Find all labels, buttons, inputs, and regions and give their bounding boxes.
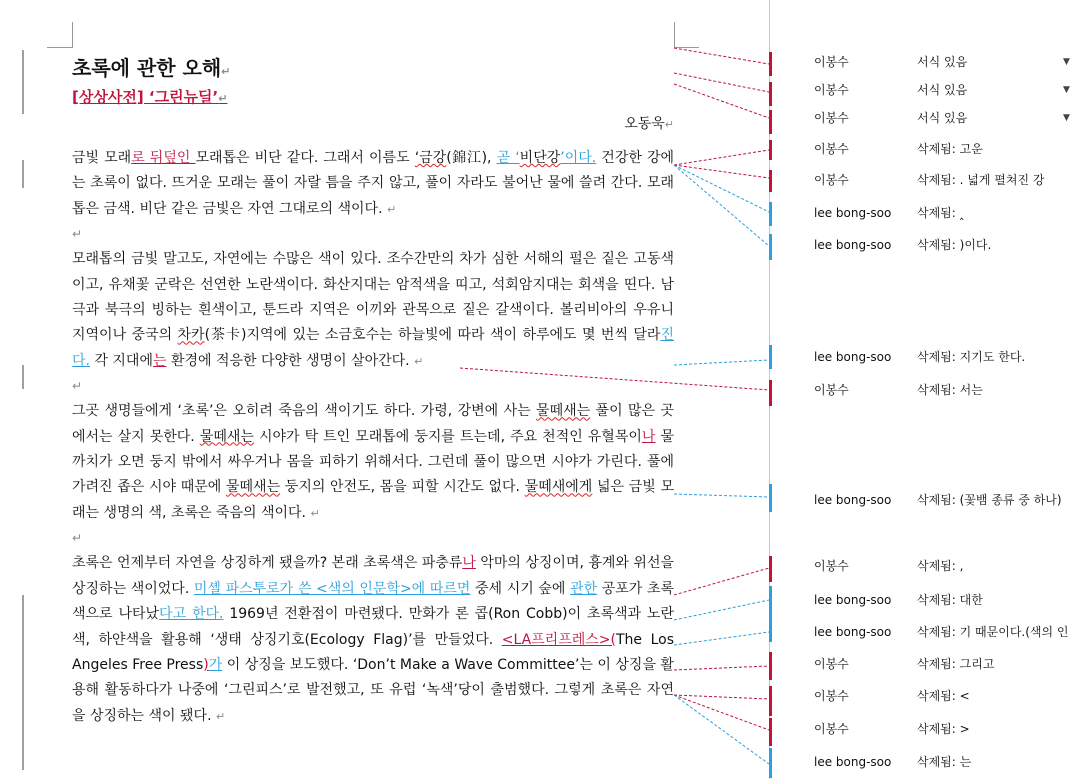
comment-text: 삭제됨: )이다.: [917, 238, 992, 252]
comment-author: 이봉수: [814, 55, 849, 69]
text-run: 초록은 언제부터 자연을 상징하게 됐을까? 본래 초록색은 파충류: [72, 555, 463, 572]
tracked-insertion: 는: [152, 352, 167, 369]
spelling-flagged-text[interactable]: 물떼새는: [536, 403, 591, 420]
comment-connector-line: [674, 695, 769, 764]
spelling-flagged-text[interactable]: 물떼새에게: [524, 479, 593, 496]
comment-text: 삭제됨: 대한: [917, 593, 983, 607]
comment-author: 이봉수: [814, 657, 849, 671]
author-line: 오동욱↵: [624, 116, 674, 132]
comment-author: 이봉수: [814, 111, 849, 125]
text-run: 공포가 초록색으로 나타났: [72, 580, 674, 623]
comment-text: 삭제됨: 는: [917, 755, 972, 769]
text-run: (錦江),: [446, 150, 497, 166]
tracked-insertion: 관한: [570, 580, 598, 597]
text-run: 1969년 전환점이 마련됐다. 만화가 론 콥(Ron Cobb)이 초록색과 노란색, 하얀색을 활용해 ‘생태 상징기호(Ecology Flag)’를 만들었다.: [72, 606, 674, 648]
comment-connector-line: [674, 568, 769, 595]
comment-author: 이봉수: [814, 689, 849, 703]
comment-author: 이봉수: [814, 173, 849, 187]
text-run: 넓은 금빛 모래는 생명의 색, 초록은 죽음의 색이다.: [72, 479, 674, 521]
tracked-insertion: 진다.: [72, 327, 674, 369]
comment-author: 이봉수: [814, 83, 849, 97]
comment-author: lee bong-soo: [814, 625, 892, 639]
comment-author: 이봉수: [814, 559, 849, 573]
comment-connector-line: [674, 666, 769, 670]
paragraph-mark-icon: ↵: [215, 709, 226, 723]
comment-connector-line: [674, 494, 769, 497]
spelling-flagged-text[interactable]: ‘금강: [414, 150, 447, 166]
paragraph-mark-icon: ↵: [310, 506, 320, 520]
comment-text: 삭제됨: 서는: [917, 383, 983, 397]
comment-text: 서식 있음: [917, 83, 968, 97]
comment-author: lee bong-soo: [814, 350, 892, 364]
text-run: 시야가 탁 트인 모래톱에 둥지를 트는데, 주요 천적인 유혈목이: [253, 428, 642, 445]
text-run: The Los Angeles Free Press: [72, 631, 674, 673]
tracked-insertion: 다고 한다.: [159, 606, 224, 623]
empty-paragraph: ↵: [72, 227, 83, 242]
tracked-insertion: 나: [462, 555, 476, 572]
comment-text: 삭제됨: . 넓게 펼쳐진 강: [917, 173, 1045, 187]
text-run: 중세 시기 숲에: [470, 580, 571, 597]
comment-text: 삭제됨: (꽃뱀 종류 중 하나): [917, 493, 1062, 507]
comment-author: lee bong-soo: [814, 593, 892, 607]
text-run: 이 상징을 보도했다. ‘Don’t Make a Wave Committee’는 이 상징을 활용해 활동하다가 나중에 ‘그린피스’로 발전했고, 또 유럽 ‘녹색’당이 출범했다. 그렇게 초록은 자연을 상징하는 색이 됐다.: [72, 656, 674, 724]
text-run: 그곳 생명들에게 ‘초록’은 오히려 죽음의 색이기도 하다. 가령, 강변에 사는: [72, 403, 537, 420]
text-run: 풀이 많은 곳에서는 살지 못한다.: [72, 403, 674, 445]
comment-author: lee bong-soo: [814, 206, 892, 220]
text-run: (茶卡)지역에 있는 소금호수는 하늘빛에 따라 색이 하루에도 몇 번씩 달라: [204, 327, 661, 344]
tracked-insertion: 나: [641, 428, 656, 445]
comment-text: 서식 있음: [917, 111, 968, 125]
comment-text: 삭제됨: <: [917, 689, 970, 703]
document-subtitle: [상상사전] ‘그린뉴딜’↵: [72, 88, 228, 106]
comment-connector-line: [674, 600, 769, 620]
text-run: 건강한 강에는 초록이 없다. 뜨거운 모래는 풀이 자랄 틈을 주지 않고, 풀이 자라도 불어난 물에 쓸려 간다. 모래톱은 금색. 비단 같은 금빛은 자연 그대로의 색이다.: [72, 150, 675, 217]
comment-connector-line: [674, 150, 769, 165]
text-run: 악마의 상징이며, 흉계와 위선을 상징하는 색이었다.: [72, 555, 674, 597]
tracked-insertion: 가: [208, 656, 223, 673]
text-run: 모래톱의 금빛 말고도, 자연에는 수많은 색이 있다. 조수간만의 차가 심한 서해의 펄은 짙은 고동색이고, 유채꽃 군락은 선연한 노란색이다. 화산지대는 암적색을 띠고, 석회암지대는 회색을 띤다. 남극과 북극의 빙하는 흰색이고, 툰드라 지역은 이끼와 관목으로 짙은 갈색이다. 볼리비아의 우유니 지역이나 중국의: [72, 251, 674, 344]
text-run: 둥지의 안전도, 몸을 피할 시간도 없다.: [280, 479, 525, 496]
tracked-insertion: 로 뒤덮인: [131, 150, 196, 166]
comment-text: 삭제됨: >: [917, 722, 970, 736]
dropdown-arrow-icon[interactable]: ▼: [1063, 57, 1070, 67]
comment-connector-line: [674, 695, 769, 730]
comment-text: 삭제됨: ‸: [917, 206, 964, 220]
document-title: 초록에 관한 오해↵: [72, 56, 231, 80]
spelling-flagged-text[interactable]: 물떼새는: [226, 479, 281, 496]
spelling-flagged-text[interactable]: 차카: [177, 327, 205, 344]
tracked-insertion: <LA프리프레스>(: [501, 631, 616, 648]
comment-connector-line: [674, 695, 769, 699]
spelling-flagged-text[interactable]: 물떼새는: [199, 428, 254, 445]
comment-connector-line: [674, 48, 769, 64]
tracked-insertion: ): [203, 656, 209, 673]
comment-text: 삭제됨: 지기도 한다.: [917, 350, 1026, 364]
text-run: 물까치가 오면 둥지 밖에서 싸우거나 몸을 피하기 위해서다. 그런데 풀이 많으면 시야가 가린다. 풀에 가려진 좁은 시야 때문에: [72, 428, 674, 496]
spelling-flagged-text[interactable]: 비단강: [519, 150, 561, 166]
tracked-insertion: 미셸 파스투로가 쓴 <색의 인문학>에 따르면: [193, 580, 471, 597]
tracked-insertion: 곧 ‘: [496, 150, 520, 166]
empty-paragraph: ↵: [72, 531, 83, 546]
comment-text: 서식 있음: [917, 55, 968, 69]
tracked-insertion: ’이다.: [560, 150, 597, 166]
comment-author: 이봉수: [814, 722, 849, 736]
paragraph-mark-icon: ↵: [386, 202, 397, 216]
comment-author: lee bong-soo: [814, 493, 892, 507]
comment-text: 삭제됨: ,: [917, 559, 964, 573]
comment-author: 이봉수: [814, 142, 849, 156]
comment-author: 이봉수: [814, 383, 849, 397]
dropdown-arrow-icon[interactable]: ▼: [1063, 85, 1070, 95]
text-run: 각 지대에: [89, 352, 153, 369]
dropdown-arrow-icon[interactable]: ▼: [1063, 113, 1070, 123]
comment-text: 삭제됨: 기 때문이다.(색의 인: [917, 625, 1069, 639]
text-run: 모래톱은 비단 같다. 그래서 이름도: [195, 150, 415, 166]
comment-connector-line: [460, 368, 769, 390]
comment-author: lee bong-soo: [814, 238, 892, 252]
paragraph-mark-icon: ↵: [414, 354, 424, 368]
text-run: 금빛 모래: [72, 150, 132, 166]
empty-paragraph: ↵: [72, 379, 83, 394]
comment-text: 삭제됨: 고운: [917, 142, 983, 156]
comment-author: lee bong-soo: [814, 755, 892, 769]
text-run: 환경에 적응한 다양한 생명이 살아간다.: [166, 352, 410, 369]
comment-text: 삭제됨: 그리고: [917, 657, 995, 671]
comment-connector-line: [674, 360, 769, 365]
comment-connector-line: [674, 632, 769, 645]
